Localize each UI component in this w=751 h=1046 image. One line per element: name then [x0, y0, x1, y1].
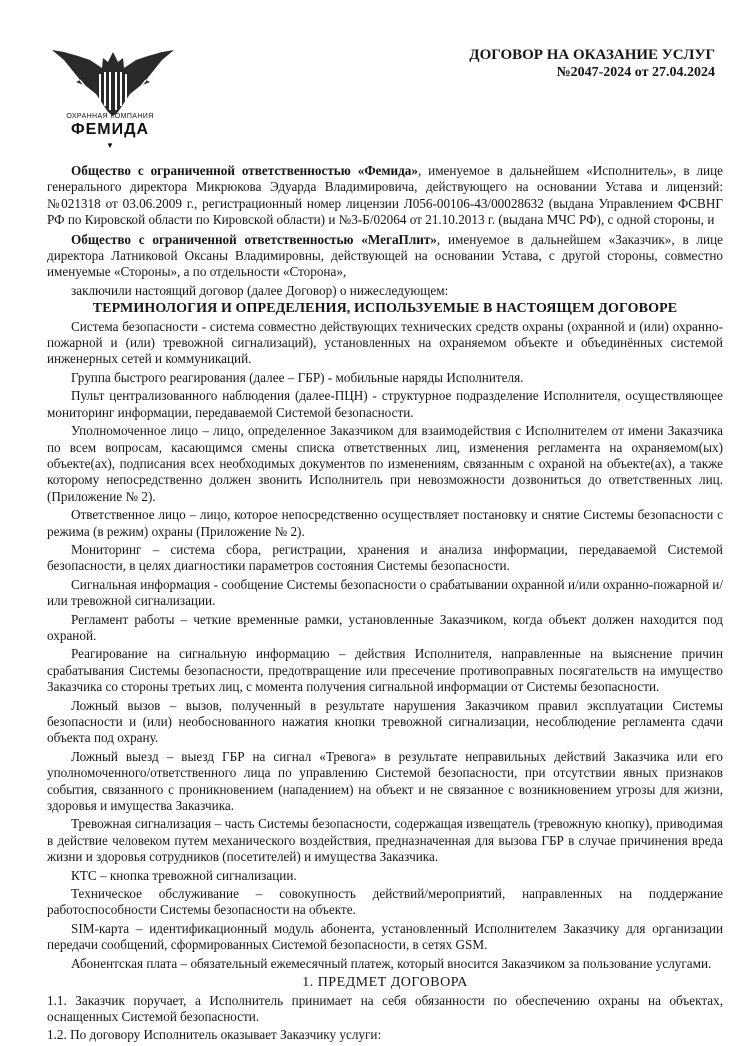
- term-paragraph: Тревожная сигнализация – часть Системы безопасности, содержащая извещатель (тревожную кнопку), приводимая в действие человеком путем механического воздействия, предназначенная для вызова ГБР в случае причинения вреда жизни и здоровья сотрудников (посетителей) и имущества Заказчика.: [47, 816, 723, 865]
- terms-heading: ТЕРМИНОЛОГИЯ И ОПРЕДЕЛЕНИЯ, ИСПОЛЬЗУЕМЫЕ В НАСТОЯЩЕМ ДОГОВОРЕ: [92, 301, 678, 317]
- term-paragraph: Ложный выезд – выезд ГБР на сигнал «Тревога» в результате неправильных действий Заказчика или его уполномоченного/ответственного лица по управлению Системой безопасности, при отсутствии явных признаков события, связанного с проникновением (нападением) на объект и не связанное с возникновением угрозы для жизни, здоровья и имущества Заказчика.: [47, 748, 723, 814]
- logo-company-name: ФЕМИДА: [70, 121, 150, 138]
- term-paragraph: Ложный вызов – вызов, полученный в результате нарушения Заказчиком правил эксплуатации Системы безопасности и (или) необоснованного нажатия кнопки тревожной сигнализации, несоблюдение регламента сдачи объекта под охрану.: [47, 697, 723, 746]
- clause-paragraph: 1.2. По договору Исполнитель оказывает Заказчику услуги:: [47, 1027, 382, 1043]
- logo-emblem-mark-icon: ▼: [106, 141, 114, 150]
- term-paragraph: Группа быстрого реагирования (далее – ГБР) - мобильные наряды Исполнителя.: [71, 369, 524, 385]
- customer-text: , именуемое в дальнейшем «Заказчик», в лице директора Латниковой Оксаны Владимировны, действующей на основании Устава, с другой стороны, совместно именуемые «Стороны», а по отдельности «Сторона»,: [47, 231, 723, 280]
- customer-name: Общество с ограниченной ответственностью «МегаПлит»: [71, 231, 437, 247]
- term-paragraph: Пульт централизованного наблюдения (далее-ПЦН) - структурное подразделение Исполнителя, осуществляющее мониторинг информации, передаваемой Системой безопасности.: [47, 388, 723, 420]
- logo-caption: ОХРАННАЯ КОМПАНИЯ: [66, 113, 154, 120]
- term-paragraph: Реагирование на сигнальную информацию – действия Исполнителя, направленные на выяснение причин срабатывания Системы безопасности, предотвращение или пресечение противоправных посягательств на имущество Заказчика со стороны третьих лиц, с момента получения сигнальной информации от Системы безопасности.: [47, 646, 723, 695]
- section1-heading: 1. ПРЕДМЕТ ДОГОВОРА: [302, 975, 468, 991]
- term-paragraph: SIM-карта – идентификационный модуль абонента, установленный Исполнителем Заказчику для организации передачи сообщений, сформированных Системой безопасности, в сетях GSM.: [47, 920, 723, 953]
- term-paragraph: Техническое обслуживание – совокупность действий/мероприятий, направленных на поддержание работоспособности Системы безопасности на объекте.: [47, 886, 723, 918]
- concluded-paragraph: заключили настоящий договор (далее Договор) о нижеследующем:: [71, 282, 449, 298]
- customer-paragraph: [47, 232, 723, 281]
- term-paragraph: Система безопасности - система совместно действующих технических средств охраны (охранной и (или) охранно-пожарной и (или) тревожной сигнализаций), установленных на охраняемом объекте и объединённых системой инженерных сетей и коммуникаций.: [47, 318, 723, 367]
- term-paragraph: Ответственное лицо – лицо, которое непосредственно осуществляет постановку и снятие Системы безопасности с режима (в режим) охраны (Приложение № 2).: [47, 507, 723, 539]
- executor-text: , именуемое в дальнейшем «Исполнитель», в лице генерального директора Микрюкова Эдуарда Владимировича, действующего на основании Устава и лицензий: №021318 от 03.06.2009 г., регистрационный номер лицензии Л056-00106-43/00028632 (выдана Управлением ФСВНГ РФ по Кировской области по Кировской области) и №3-Б/02064 от 21.10.2013 г. (выдана МЧС РФ), с одной стороны, и: [47, 163, 723, 228]
- term-paragraph: Мониторинг – система сбора, регистрации, хранения и анализа информации, передаваемой Системой безопасности, в целях диагностики параметров состояния Системы безопасности.: [47, 541, 723, 574]
- executor-name: Общество с ограниченной ответственностью «Фемида»: [71, 163, 418, 178]
- contract-header: [469, 46, 715, 82]
- bat-emblem-icon: [50, 46, 176, 116]
- term-paragraph: Абонентская плата – обязательный ежемесячный платеж, который вносится Заказчиком за пользование услугами.: [71, 955, 712, 971]
- contract-body: [47, 163, 723, 1046]
- term-paragraph: Сигнальная информация - сообщение Системы безопасности о срабатывании охранной и/или охранно-пожарной и/или тревожной сигнализации.: [47, 576, 723, 609]
- executor-paragraph: [47, 163, 723, 229]
- clause-paragraph: 1.1. Заказчик поручает, а Исполнитель принимает на себя обязанности по обеспечению охраны на объектах, оснащенных Системой безопасности.: [47, 992, 723, 1024]
- contract-number: №2047-2024 от 27.04.2024: [556, 65, 715, 80]
- contract-title: ДОГОВОР НА ОКАЗАНИЕ УСЛУГ: [469, 47, 715, 63]
- term-paragraph: Уполномоченное лицо – лицо, определенное Заказчиком для взаимодействия с Исполнителем от имени Заказчика по всем вопросам, касающимся смены списка ответственных лиц, изменения регламента на охраняемом(ых) объекте(ах), подписания всех необходимых документов по изменениям, связанным с охраной на объекте(ах), а также которому непосредственно должен звонить Исполнитель при невозможности дозвониться до ответственных лиц. (Приложение № 2).: [47, 423, 723, 504]
- term-paragraph: Регламент работы – четкие временные рамки, установленные Заказчиком, когда объект должен находится под охраной.: [47, 611, 723, 643]
- term-paragraph: КТС – кнопка тревожной сигнализации.: [71, 867, 297, 883]
